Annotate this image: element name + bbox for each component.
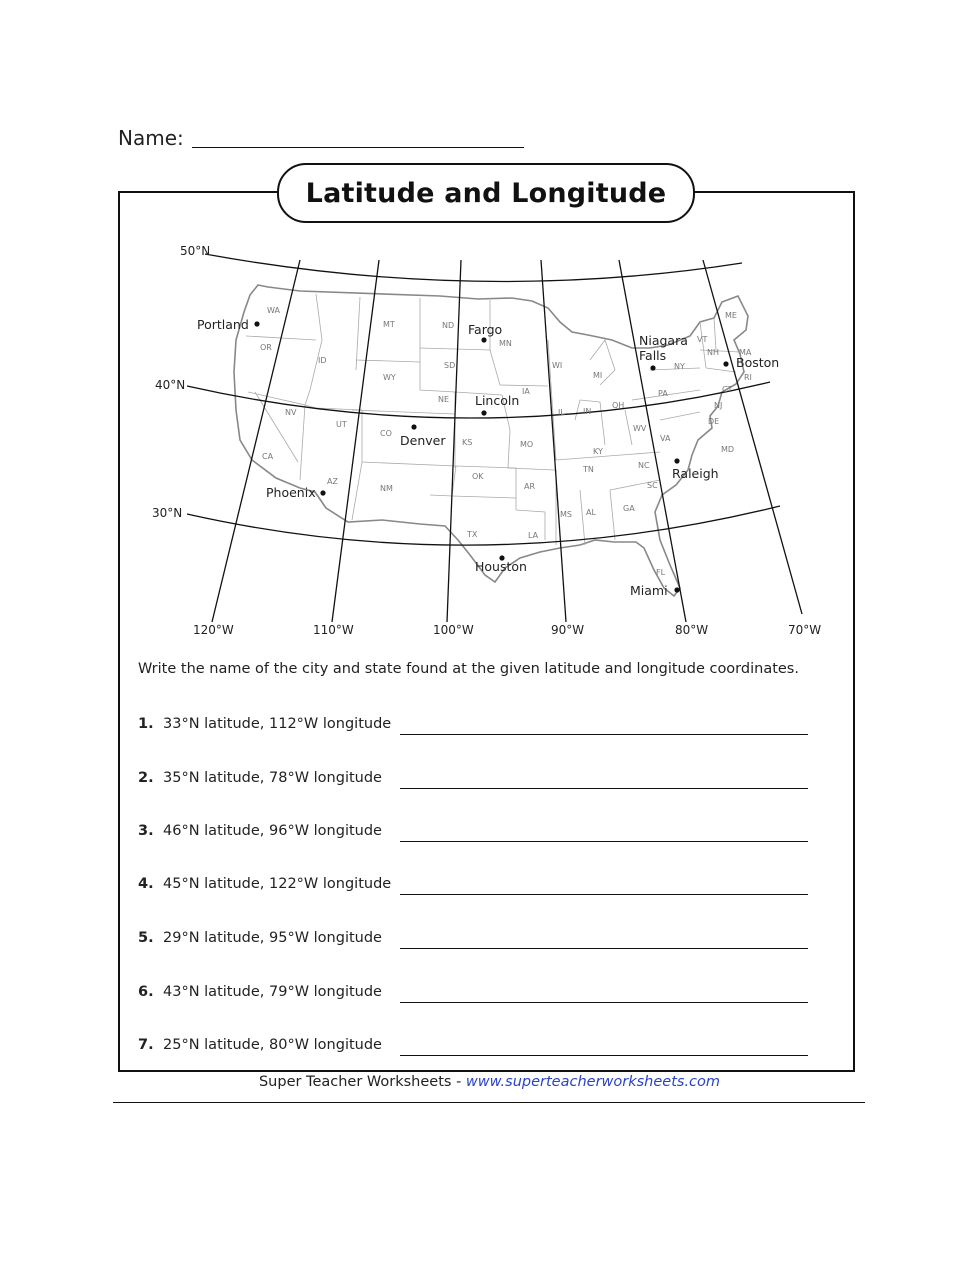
city-dot-phoenix: [320, 490, 325, 495]
state-label: NV: [285, 408, 297, 417]
title-banner: [277, 163, 695, 223]
state-label: NM: [380, 484, 393, 493]
state-label: RI: [744, 373, 752, 382]
city-label-denver: Denver: [400, 433, 446, 448]
state-label: MI: [593, 371, 603, 380]
state-label: VA: [660, 434, 671, 443]
question-text: 29°N latitude, 95°W longitude: [163, 930, 382, 946]
state-label: ND: [442, 321, 455, 330]
state-label: AR: [524, 482, 536, 491]
city-dot-portland: [254, 321, 259, 326]
state-label: FL: [656, 568, 666, 577]
answer-line-5[interactable]: [400, 948, 808, 949]
state-label: IA: [522, 387, 530, 396]
state-label: SD: [444, 361, 456, 370]
state-label: IL: [558, 408, 565, 417]
question-3: [138, 823, 382, 843]
answer-line-1[interactable]: [400, 734, 808, 735]
state-label: TX: [467, 530, 478, 539]
question-5: [138, 930, 382, 950]
state-label: OR: [260, 343, 272, 352]
city-dot-boston: [723, 361, 728, 366]
question-6: [138, 984, 382, 1004]
state-label: NE: [438, 395, 450, 404]
state-label: PA: [658, 389, 668, 398]
state-label: NJ: [714, 401, 723, 410]
state-label: CT: [722, 385, 733, 394]
question-number: 1.: [138, 716, 154, 732]
state-label: NY: [674, 362, 685, 371]
question-number: 7.: [138, 1037, 154, 1053]
state-label: MO: [520, 440, 534, 449]
city-label-lincoln: Lincoln: [475, 393, 520, 408]
latitude-line-50n: [205, 254, 742, 281]
question-number: 2.: [138, 770, 154, 786]
question-text: 33°N latitude, 112°W longitude: [163, 716, 392, 732]
worksheet-title: Latitude and Longitude: [305, 177, 667, 209]
state-label: VT: [697, 335, 708, 344]
state-label: ME: [725, 311, 737, 320]
answer-line-7[interactable]: [400, 1055, 808, 1056]
latitude-label: 30°N: [152, 506, 183, 520]
state-label: KS: [462, 438, 473, 447]
state-label: OH: [612, 401, 625, 410]
city-label-niagara: Niagara: [639, 333, 688, 348]
city-label-houston: Houston: [475, 559, 527, 574]
question-text: 45°N latitude, 122°W longitude: [163, 876, 392, 892]
state-label: DE: [708, 417, 720, 426]
longitude-label: 100°W: [433, 623, 474, 637]
state-label: ID: [318, 356, 327, 365]
state-label: AZ: [327, 477, 338, 486]
state-label: WA: [267, 306, 280, 315]
state-label: LA: [528, 531, 539, 540]
answer-line-2[interactable]: [400, 788, 808, 789]
city-label-phoenix: Phoenix: [266, 485, 316, 500]
state-label: WV: [633, 424, 647, 433]
question-text: 25°N latitude, 80°W longitude: [163, 1037, 382, 1053]
city-label-boston: Boston: [736, 355, 780, 370]
latitude-label: 40°N: [155, 378, 186, 392]
question-number: 3.: [138, 823, 154, 839]
longitude-line-70w: [703, 260, 802, 614]
longitude-label: 120°W: [193, 623, 234, 637]
city-label-portland: Portland: [197, 317, 249, 332]
state-label: UT: [336, 420, 347, 429]
longitude-label: 80°W: [675, 623, 709, 637]
state-label: IN: [583, 407, 592, 416]
state-label: NH: [707, 348, 719, 357]
state-label: CA: [262, 452, 274, 461]
question-number: 5.: [138, 930, 154, 946]
state-label: MD: [721, 445, 735, 454]
city-dot-miami: [674, 587, 679, 592]
city-label-fargo: Fargo: [468, 322, 503, 337]
city-dot-raleigh: [674, 458, 679, 463]
latitude-label: 50°N: [180, 244, 211, 258]
question-number: 6.: [138, 984, 154, 1000]
question-2: [138, 770, 382, 790]
name-label: Name:: [118, 126, 184, 150]
state-label: MT: [383, 320, 395, 329]
state-label: WY: [383, 373, 396, 382]
city-label-falls: Falls: [639, 348, 667, 363]
city-dot-niagara-falls: [650, 365, 655, 370]
state-label: GA: [623, 504, 635, 513]
state-label: MS: [560, 510, 572, 519]
state-label: MA: [739, 348, 752, 357]
city-dot-fargo: [481, 337, 486, 342]
footer-url-link[interactable]: www.superteacherworksheets.com: [465, 1074, 721, 1090]
state-label: WI: [552, 361, 563, 370]
state-label: AL: [586, 508, 596, 517]
city-dot-lincoln: [481, 410, 486, 415]
footer-publisher: Super Teacher Worksheets -: [258, 1074, 466, 1090]
footer-divider: [113, 1102, 865, 1103]
state-label: SC: [647, 481, 658, 490]
longitude-label: 110°W: [313, 623, 354, 637]
state-label: TN: [583, 465, 594, 474]
question-text: 35°N latitude, 78°W longitude: [163, 770, 382, 786]
state-label: KY: [593, 447, 603, 456]
state-label: NC: [638, 461, 650, 470]
city-label-miami: Miami: [630, 583, 668, 598]
question-text: 43°N latitude, 79°W longitude: [163, 984, 382, 1000]
question-1: [138, 716, 391, 736]
longitude-label: 70°W: [788, 623, 822, 637]
question-4: [138, 876, 391, 896]
instructions: Write the name of the city and state found at the given latitude and longitude coordinates.: [138, 661, 799, 677]
answer-line-3[interactable]: [400, 841, 808, 842]
state-label: CO: [380, 429, 392, 438]
city-dot-denver: [411, 424, 416, 429]
state-label: MN: [499, 339, 512, 348]
question-7: [138, 1037, 382, 1057]
footer: [0, 1074, 979, 1090]
answer-line-6[interactable]: [400, 1002, 808, 1003]
longitude-label: 90°W: [551, 623, 585, 637]
question-number: 4.: [138, 876, 154, 892]
city-label-raleigh: Raleigh: [672, 466, 719, 481]
question-text: 46°N latitude, 96°W longitude: [163, 823, 382, 839]
answer-line-4[interactable]: [400, 894, 808, 895]
state-label: OK: [472, 472, 484, 481]
